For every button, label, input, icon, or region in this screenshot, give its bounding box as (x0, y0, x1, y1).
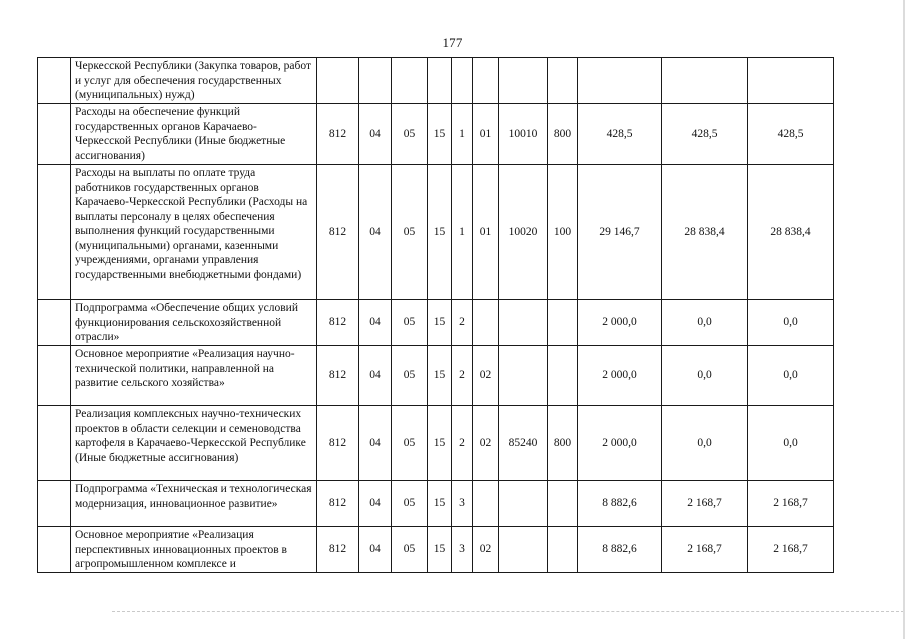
ministry-code-cell: 812 (317, 406, 359, 481)
amount-year-1-cell: 428,5 (578, 104, 662, 165)
section-code-cell (359, 58, 392, 104)
program-code-cell: 15 (428, 346, 452, 406)
row-number-cell (38, 165, 71, 300)
activity-code-cell: 02 (473, 527, 499, 573)
table-row (38, 300, 834, 346)
ministry-code-cell: 812 (317, 104, 359, 165)
scan-artifact-line (112, 611, 904, 612)
subsection-code-cell: 05 (392, 481, 428, 527)
table-row (38, 406, 834, 481)
ministry-code-cell: 812 (317, 346, 359, 406)
subprogram-code-cell: 2 (452, 346, 473, 406)
direction-code-cell (499, 58, 548, 104)
subsection-code-cell (392, 58, 428, 104)
section-code-cell: 04 (359, 165, 392, 300)
expense-type-cell (548, 527, 578, 573)
description-cell: Расходы на выплаты по оплате труда работников государственных органов Карачаево-Черкесской Республики (Расходы на выплаты персоналу в целях обеспечения выполнения функций государственными (муниципальными) органами, казенными учреждениями, органами управления государственными внебюджетными фондами) (71, 165, 317, 300)
table-row (38, 58, 834, 104)
amount-year-2-cell: 0,0 (662, 406, 748, 481)
description-cell: Основное мероприятие «Реализация научно-технической политики, направленной на развитие сельского хозяйства» (71, 346, 317, 406)
amount-year-2-cell: 0,0 (662, 300, 748, 346)
table-row (38, 481, 834, 527)
amount-year-1-cell: 29 146,7 (578, 165, 662, 300)
amount-year-2-cell: 428,5 (662, 104, 748, 165)
table-row (38, 165, 834, 300)
subprogram-code-cell: 1 (452, 104, 473, 165)
table-row (38, 104, 834, 165)
amount-year-1-cell: 8 882,6 (578, 481, 662, 527)
expense-type-cell (548, 300, 578, 346)
activity-code-cell (473, 58, 499, 104)
page-number: 177 (442, 35, 463, 50)
program-code-cell: 15 (428, 165, 452, 300)
ministry-code-cell: 812 (317, 300, 359, 346)
description-cell: Подпрограмма «Обеспечение общих условий функционирования сельскохозяйственной отрасли» (71, 300, 317, 346)
direction-code-cell: 10010 (499, 104, 548, 165)
subprogram-code-cell: 2 (452, 300, 473, 346)
subsection-code-cell: 05 (392, 406, 428, 481)
amount-year-1-cell: 2 000,0 (578, 346, 662, 406)
row-number-cell (38, 481, 71, 527)
direction-code-cell (499, 481, 548, 527)
subsection-code-cell: 05 (392, 346, 428, 406)
row-number-cell (38, 346, 71, 406)
expense-type-cell: 100 (548, 165, 578, 300)
amount-year-3-cell: 0,0 (748, 406, 834, 481)
table-row (38, 527, 834, 573)
direction-code-cell: 85240 (499, 406, 548, 481)
section-code-cell: 04 (359, 527, 392, 573)
description-cell: Черкесской Республики (Закупка товаров, работ и услуг для обеспечения государственных (муниципальных) нужд) (71, 58, 317, 104)
direction-code-cell (499, 346, 548, 406)
description-cell: Реализация комплексных научно-технических проектов в области селекции и семеноводства картофеля в Карачаево-Черкесской Республике (Иные бюджетные ассигнования) (71, 406, 317, 481)
amount-year-3-cell: 0,0 (748, 300, 834, 346)
expense-type-cell (548, 481, 578, 527)
expense-type-cell (548, 346, 578, 406)
section-code-cell: 04 (359, 346, 392, 406)
row-number-cell (38, 300, 71, 346)
activity-code-cell: 01 (473, 165, 499, 300)
subprogram-code-cell: 3 (452, 481, 473, 527)
expense-type-cell (548, 58, 578, 104)
row-number-cell (38, 104, 71, 165)
row-number-cell (38, 58, 71, 104)
expense-type-cell: 800 (548, 406, 578, 481)
row-number-cell (38, 406, 71, 481)
subsection-code-cell: 05 (392, 527, 428, 573)
activity-code-cell: 02 (473, 406, 499, 481)
amount-year-2-cell (662, 58, 748, 104)
description-cell: Подпрограмма «Техническая и технологическая модернизация, инновационное развитие» (71, 481, 317, 527)
program-code-cell: 15 (428, 481, 452, 527)
subprogram-code-cell: 3 (452, 527, 473, 573)
amount-year-1-cell: 8 882,6 (578, 527, 662, 573)
row-number-cell (38, 527, 71, 573)
section-code-cell: 04 (359, 406, 392, 481)
subsection-code-cell: 05 (392, 165, 428, 300)
amount-year-3-cell: 2 168,7 (748, 481, 834, 527)
table-row (38, 346, 834, 406)
subsection-code-cell: 05 (392, 104, 428, 165)
activity-code-cell (473, 481, 499, 527)
activity-code-cell: 02 (473, 346, 499, 406)
amount-year-3-cell: 428,5 (748, 104, 834, 165)
subprogram-code-cell: 2 (452, 406, 473, 481)
amount-year-1-cell: 2 000,0 (578, 300, 662, 346)
program-code-cell: 15 (428, 527, 452, 573)
expense-type-cell: 800 (548, 104, 578, 165)
direction-code-cell (499, 527, 548, 573)
program-code-cell: 15 (428, 104, 452, 165)
ministry-code-cell: 812 (317, 165, 359, 300)
description-cell: Расходы на обеспечение функций государственных органов Карачаево-Черкесской Республики (Иные бюджетные ассигнования) (71, 104, 317, 165)
section-code-cell: 04 (359, 300, 392, 346)
amount-year-1-cell: 2 000,0 (578, 406, 662, 481)
amount-year-3-cell (748, 58, 834, 104)
activity-code-cell: 01 (473, 104, 499, 165)
amount-year-3-cell: 28 838,4 (748, 165, 834, 300)
program-code-cell: 15 (428, 300, 452, 346)
amount-year-3-cell: 2 168,7 (748, 527, 834, 573)
section-code-cell: 04 (359, 104, 392, 165)
direction-code-cell: 10020 (499, 165, 548, 300)
activity-code-cell (473, 300, 499, 346)
ministry-code-cell: 812 (317, 481, 359, 527)
subsection-code-cell: 05 (392, 300, 428, 346)
amount-year-2-cell: 2 168,7 (662, 481, 748, 527)
budget-table (37, 57, 834, 573)
description-cell: Основное мероприятие «Реализация перспективных инновационных проектов в агропромышленном комплексе и (71, 527, 317, 573)
direction-code-cell (499, 300, 548, 346)
section-code-cell: 04 (359, 481, 392, 527)
amount-year-3-cell: 0,0 (748, 346, 834, 406)
amount-year-1-cell (578, 58, 662, 104)
subprogram-code-cell: 1 (452, 165, 473, 300)
amount-year-2-cell: 0,0 (662, 346, 748, 406)
program-code-cell (428, 58, 452, 104)
ministry-code-cell: 812 (317, 527, 359, 573)
ministry-code-cell (317, 58, 359, 104)
amount-year-2-cell: 2 168,7 (662, 527, 748, 573)
amount-year-2-cell: 28 838,4 (662, 165, 748, 300)
program-code-cell: 15 (428, 406, 452, 481)
subprogram-code-cell (452, 58, 473, 104)
